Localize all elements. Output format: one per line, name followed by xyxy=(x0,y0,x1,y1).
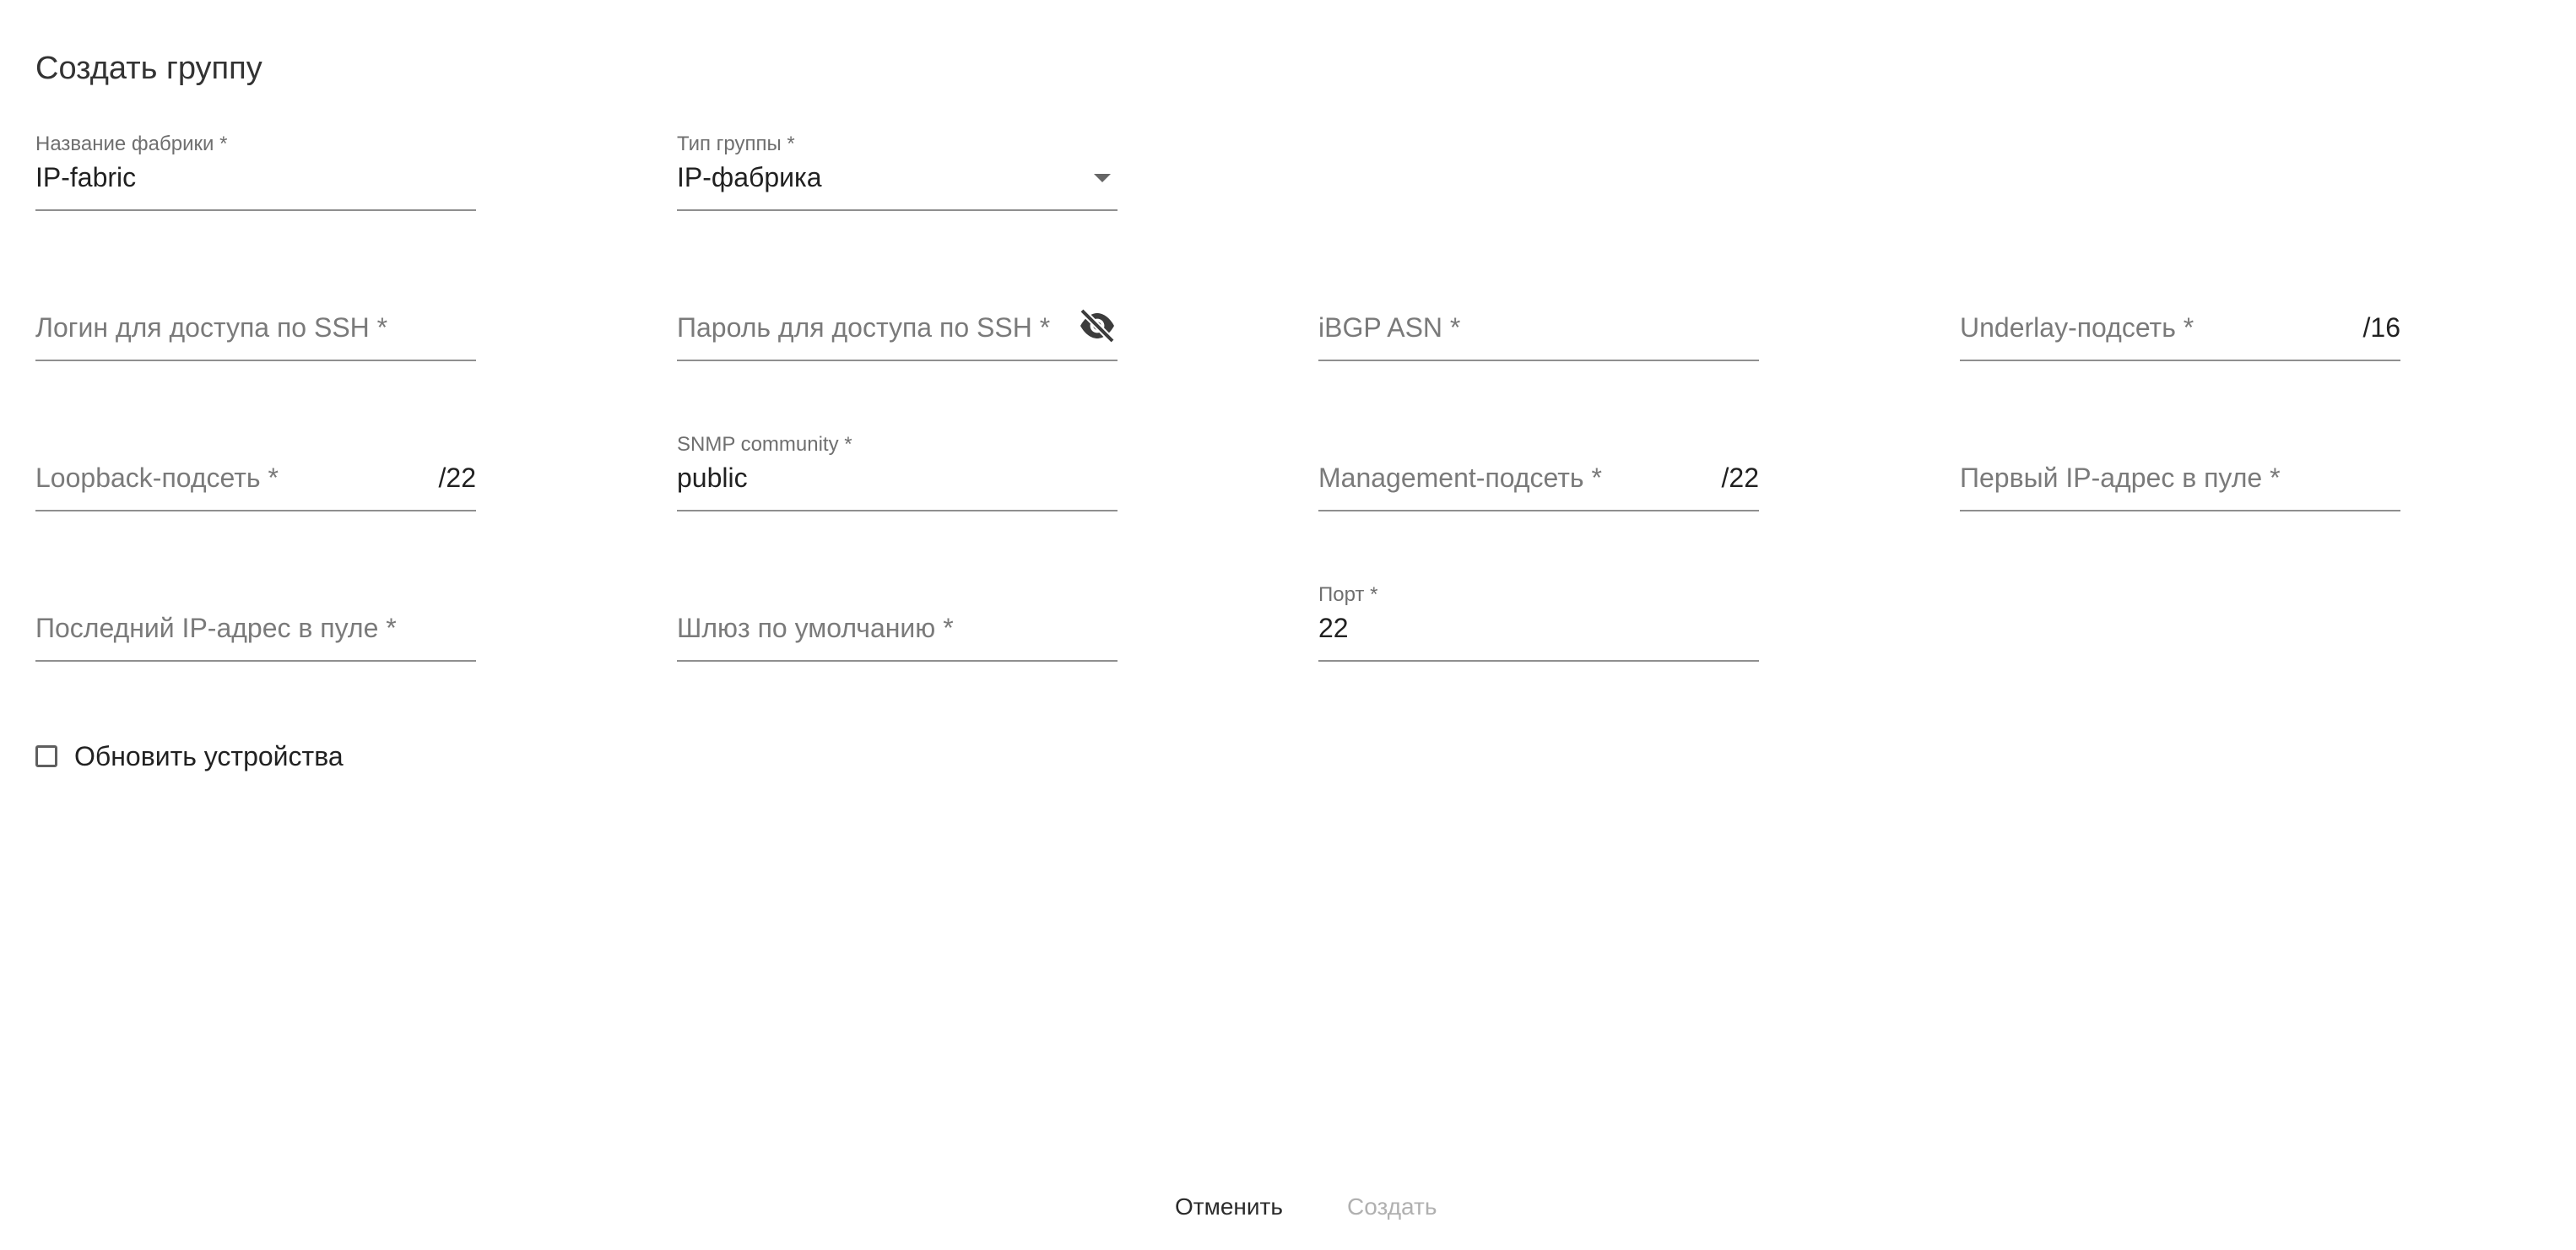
create-button[interactable]: Создать xyxy=(1347,1190,1437,1224)
pool-first-ip-placeholder: Первый IP-адрес в пуле * xyxy=(1960,463,2281,493)
update-devices-checkbox-row[interactable] xyxy=(35,738,344,775)
group-type-value: IP-фабрика xyxy=(677,162,822,192)
ssh-password-field[interactable] xyxy=(677,282,1118,366)
pool-last-ip-underline xyxy=(35,660,476,662)
pool-first-ip-underline xyxy=(1960,510,2400,511)
port-field[interactable] xyxy=(1318,582,1759,667)
cancel-button[interactable]: Отменить xyxy=(1175,1190,1283,1224)
ssh-password-underline xyxy=(677,360,1118,361)
management-subnet-placeholder: Management-подсеть * xyxy=(1318,463,1602,493)
group-type-label: Тип группы * xyxy=(677,133,795,155)
loopback-subnet-field[interactable] xyxy=(35,432,476,517)
default-gateway-field[interactable] xyxy=(677,582,1118,667)
fabric-name-value: IP-fabric xyxy=(35,162,137,192)
snmp-community-value: public xyxy=(677,463,748,493)
port-underline xyxy=(1318,660,1759,662)
dropdown-arrow-icon[interactable] xyxy=(1094,174,1111,182)
update-devices-label: Обновить устройства xyxy=(74,741,344,771)
management-subnet-field[interactable] xyxy=(1318,432,1759,517)
fabric-name-underline xyxy=(35,209,476,211)
underlay-subnet-underline xyxy=(1960,360,2400,361)
snmp-community-underline xyxy=(677,510,1118,511)
underlay-subnet-field[interactable] xyxy=(1960,282,2400,366)
ssh-login-underline xyxy=(35,360,476,361)
loopback-subnet-suffix: /22 xyxy=(438,463,476,493)
default-gateway-placeholder: Шлюз по умолчанию * xyxy=(677,613,954,643)
ibgp-asn-underline xyxy=(1318,360,1759,361)
port-value: 22 xyxy=(1318,613,1349,643)
fabric-name-field[interactable] xyxy=(35,132,476,216)
group-type-underline xyxy=(677,209,1118,211)
eye-off-icon[interactable] xyxy=(1077,306,1118,346)
fabric-name-label: Название фабрики * xyxy=(35,133,228,155)
dialog-title: Создать группу xyxy=(35,51,262,86)
ssh-password-placeholder: Пароль для доступа по SSH * xyxy=(677,312,1051,343)
default-gateway-underline xyxy=(677,660,1118,662)
underlay-subnet-placeholder: Underlay-подсеть * xyxy=(1960,312,2194,343)
ibgp-asn-placeholder: iBGP ASN * xyxy=(1318,312,1461,343)
port-label: Порт * xyxy=(1318,583,1378,606)
underlay-subnet-suffix: /16 xyxy=(2362,312,2400,343)
ssh-login-field[interactable] xyxy=(35,282,476,366)
loopback-subnet-underline xyxy=(35,510,476,511)
pool-first-ip-field[interactable] xyxy=(1960,432,2400,517)
group-type-select[interactable] xyxy=(677,132,1118,216)
management-subnet-underline xyxy=(1318,510,1759,511)
pool-last-ip-field[interactable] xyxy=(35,582,476,667)
ssh-login-placeholder: Логин для доступа по SSH * xyxy=(35,312,388,343)
snmp-community-label: SNMP community * xyxy=(677,433,852,456)
loopback-subnet-placeholder: Loopback-подсеть * xyxy=(35,463,279,493)
pool-last-ip-placeholder: Последний IP-адрес в пуле * xyxy=(35,613,397,643)
snmp-community-field[interactable] xyxy=(677,432,1118,517)
update-devices-checkbox[interactable] xyxy=(35,745,57,767)
ibgp-asn-field[interactable] xyxy=(1318,282,1759,366)
management-subnet-suffix: /22 xyxy=(1721,463,1759,493)
